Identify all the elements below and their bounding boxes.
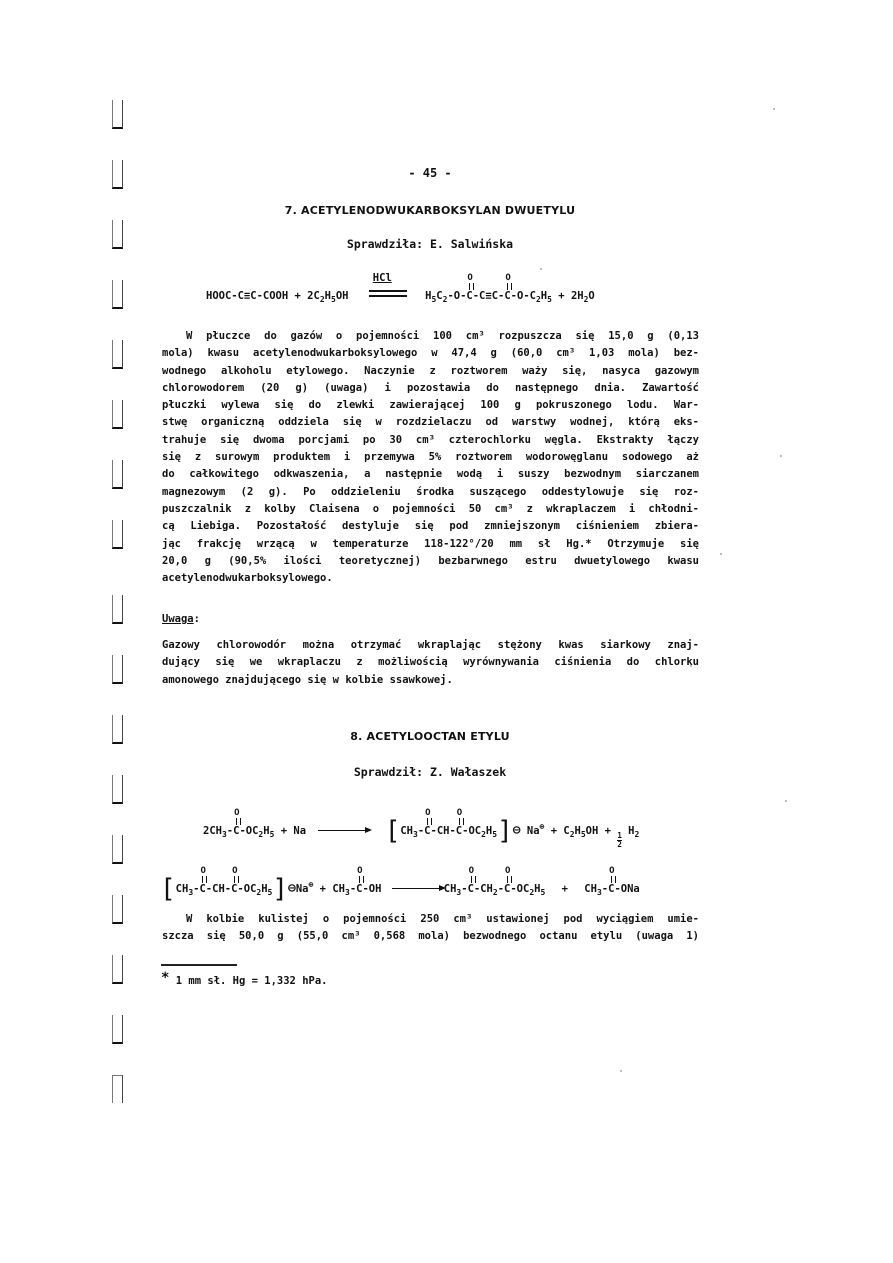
- binding-hole: [112, 280, 123, 309]
- plus-sign: +: [558, 290, 565, 302]
- reactant-acid: HOOC-C≡C-COOH: [206, 290, 289, 302]
- reaction-equation-8a: [203, 818, 639, 849]
- binding-hole: [112, 220, 123, 249]
- plus-sign: +: [550, 825, 558, 837]
- text-line: W kolbie kulistej o pojemności 250 cm³ ustawionej pod wyciągiem umie-: [186, 913, 699, 925]
- reactant-sodium: Na: [293, 825, 307, 837]
- text-line: Gazowy chlorowodór można otrzymać wkraplając stężony kwas siarkowy znaj-: [162, 639, 699, 651]
- binding-hole: [112, 835, 123, 864]
- enolate-salt: [$CH_3-O$ C-CH-O $C-OC_2H_5]⊖$ Na⊕: [385, 825, 545, 837]
- binding-hole: [112, 775, 123, 804]
- enolate-salt: [$CH_3-O$ C-CH-O $C-OC_2H_5]⊖Na^\oplus$: [160, 883, 313, 895]
- product-diethyl-ester: $H_5C_2-O-O$ C-C≡C-O $C-O-C_2H_5$: [425, 290, 552, 302]
- plus-sign: +: [561, 883, 568, 895]
- note-body: [162, 637, 699, 689]
- catalyst-label: HCl: [372, 272, 392, 284]
- text-line: się z surowym produktem i przemywa 5% roztworem wodorowęglanu sodowego aż: [162, 451, 699, 464]
- binding-hole: [112, 715, 123, 744]
- plus-sign: +: [604, 825, 611, 837]
- binding-hole: [112, 595, 123, 624]
- reaction-arrow-icon: [318, 830, 370, 831]
- text-line: mola) kwasu acetylenodwukarboksylowego w 47,4 g (60,0 cm³ 1,03 mola) bez-: [162, 347, 699, 360]
- binding-hole: [112, 400, 123, 429]
- text-line: do całkowitego odkwaszenia, a następnie wodą i suszy bezwodnym siarczanem: [162, 468, 699, 481]
- equilibrium-arrow-icon: [369, 272, 407, 301]
- scan-speck: [785, 800, 787, 802]
- binding-hole: [112, 160, 123, 189]
- byproduct-ethanol: $C_2H_5OH$: [563, 825, 599, 839]
- scan-speck: [720, 553, 722, 555]
- reaction-equation-8b: [160, 876, 640, 902]
- reactant-ethanol: $2C_2H_5OH$: [307, 290, 349, 304]
- binding-hole: [112, 340, 123, 369]
- product-sodium-acetate: $CH_3-O$ C-ONa: [584, 883, 639, 895]
- binding-hole: [112, 895, 123, 924]
- footnote-rule: [161, 964, 237, 966]
- plus-sign: +: [319, 883, 326, 895]
- note-colon: :: [193, 613, 200, 625]
- section-7-checked-by: Sprawdziła: E. Salwińska: [346, 237, 514, 251]
- section-8-checked-by: Sprawdził: Z. Wałaszek: [353, 765, 507, 779]
- section-8-title: 8. ACETYLOOCTAN ETYLU: [350, 730, 510, 743]
- product-ethyl-acetoacetate: $CH_3-O$ $C-CH_2-O$ $C-OC_2H_5$: [444, 883, 546, 895]
- fraction-one-half: $\frac{1}{2}$: [617, 831, 622, 849]
- text-line: trahuje się dwoma porcjami po 30 cm³ czterochlorku węgla. Ekstrakty łączy: [162, 433, 699, 446]
- reactant-ethyl-acetate: $2CH_3-O$ $C-OC_2H_5$: [203, 825, 274, 837]
- byproduct-hydrogen: $H_2$: [628, 825, 640, 839]
- reaction-arrow-icon: [392, 888, 444, 889]
- text-line: 20,0 g (90,5% ilości teoretycznej) bezbarwnego estru dwuetylowego kwasu: [162, 554, 699, 567]
- footnote: [161, 970, 327, 987]
- note-label: Uwaga: [162, 613, 194, 625]
- text-line: płuczki wylewa się do zlewki zawierającej 100 g pokruszonego lodu. War-: [162, 399, 699, 412]
- text-line: cą Liebiga. Pozostałość destyluje się pod zmniejszonym ciśnieniem zbiera-: [162, 520, 699, 533]
- reactant-acetic-acid: $CH_3-O$ C-OH: [332, 883, 381, 895]
- text-line: stwę organiczną oddziela się w rozdzielaczu od warstwy wodnej, którą eks-: [162, 416, 699, 429]
- section-8-procedure: [162, 911, 699, 946]
- footnote-marker: *: [161, 970, 170, 986]
- text-line: jąc frakcję wrzącą w temperaturze 118-122°/20 mm sł Hg.* Otrzymuje się: [162, 537, 699, 550]
- text-line: dujący się we wkraplaczu z możliwością wyrównywania ciśnienia do chlorku: [162, 656, 699, 669]
- section-7-title: 7. ACETYLENODWUKARBOKSYLAN DWUETYLU: [284, 204, 576, 217]
- binding-hole: [112, 460, 123, 489]
- text-line: amonowego znajdującego się w kolbie ssawkowej.: [162, 673, 453, 686]
- text-line: magnezowym (2 g). Po oddzieleniu środka suszącego oddestylowuje się roz-: [162, 485, 699, 498]
- binding-hole: [112, 1075, 123, 1103]
- binding-hole: [112, 520, 123, 549]
- reaction-equation-7: [206, 272, 595, 304]
- plus-sign: +: [294, 290, 301, 302]
- plus-sign: +: [280, 825, 288, 837]
- binding-hole: [112, 1015, 123, 1044]
- scan-speck: [620, 1070, 622, 1072]
- binding-hole: [112, 955, 123, 984]
- footnote-text: 1 mm sł. Hg = 1,332 hPa.: [175, 975, 328, 987]
- product-water: $2H_2O$: [570, 290, 595, 304]
- text-line: chlorowodorem (20 g) (uwaga) i pozostawia do następnego dnia. Zawartość: [162, 381, 699, 394]
- text-line: puszczalnik z kolby Claisena o pojemności 50 cm³ z wkraplaczem i chłodni-: [162, 502, 699, 515]
- section-7-procedure: [162, 328, 699, 587]
- note-heading: [162, 611, 699, 628]
- text-line: szcza się 50,0 g (55,0 cm³ 0,568 mola) bezwodnego octanu etylu (uwaga 1): [162, 930, 699, 943]
- binding-hole: [112, 100, 123, 129]
- text-line: W płuczce do gazów o pojemności 100 cm³ rozpuszcza się 15,0 g (0,13: [186, 330, 699, 342]
- text-line: wodnego alkoholu etylowego. Naczynie z roztworem waży się, nasyca gazowym: [162, 364, 699, 377]
- page-number: - 45 -: [408, 166, 452, 180]
- scan-speck: [540, 268, 542, 270]
- binding-hole: [112, 655, 123, 684]
- text-line: acetylenodwukarboksylowego.: [162, 572, 333, 585]
- scan-speck: [773, 108, 775, 110]
- scan-speck: [780, 455, 782, 457]
